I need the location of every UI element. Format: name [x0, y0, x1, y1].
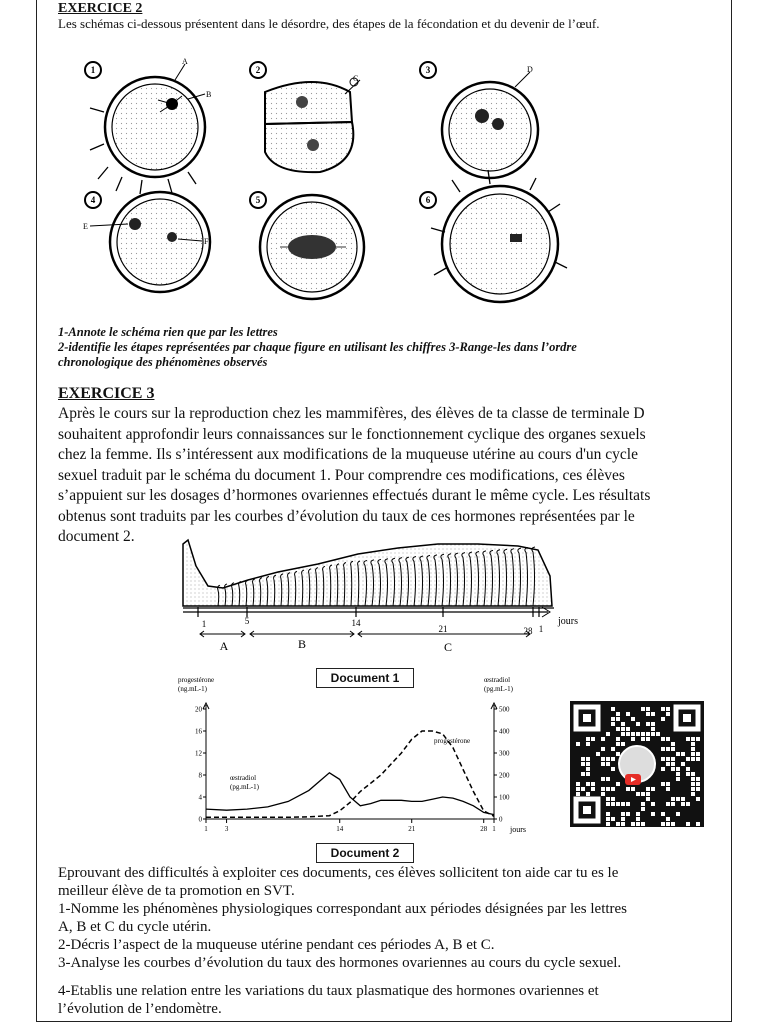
qr-module	[641, 737, 645, 741]
qr-module	[681, 762, 685, 766]
right-axis-label: œstradiol	[484, 677, 511, 684]
qr-module	[601, 792, 605, 796]
qr-module	[641, 807, 645, 811]
qr-module	[586, 792, 590, 796]
qr-module	[676, 752, 680, 756]
x-axis-label: jours	[510, 825, 526, 834]
qr-module	[666, 762, 670, 766]
question-2: 2-Décris l’aspect de la muqueuse utérine pendant ces périodes A, B et C.	[58, 937, 495, 953]
right-rule	[731, 0, 732, 1022]
qr-module	[646, 732, 650, 736]
qr-module	[661, 822, 665, 826]
qr-module	[591, 737, 595, 741]
qr-module	[696, 752, 700, 756]
right-tick-label: 300	[499, 749, 510, 758]
qr-module	[616, 822, 620, 826]
question-1-cont: A, B et C du cycle utérin.	[58, 919, 212, 935]
qr-module	[666, 817, 670, 821]
figure-number: 4	[90, 195, 96, 205]
chart-axes	[203, 703, 497, 823]
qr-module	[586, 762, 590, 766]
qr-module	[621, 742, 625, 746]
qr-module	[616, 727, 620, 731]
ex2-question-2: 2-identifie les étapes représentées par chaque figure en utilisant les chiffres 3-Range-les dans l’ordre	[58, 340, 577, 354]
qr-module	[646, 787, 650, 791]
left-tick-label: 8	[198, 771, 202, 780]
qr-module	[646, 792, 650, 796]
figure-number: 1	[90, 65, 96, 75]
document2-chart	[176, 677, 546, 843]
qr-module	[606, 812, 610, 816]
qr-module	[576, 787, 580, 791]
figure-number: 5	[255, 195, 261, 205]
qr-module	[651, 727, 655, 731]
qr-module	[671, 762, 675, 766]
qr-module	[616, 752, 620, 756]
exercise3-paragraph	[58, 404, 726, 548]
qr-module	[616, 737, 620, 741]
letter-e: E	[83, 222, 88, 231]
paragraph-line: obtenus sont traduits par les courbes d’évolution du taux de ces hormones représentées par le	[58, 507, 635, 525]
qr-module	[666, 802, 670, 806]
qr-module	[651, 812, 655, 816]
qr-module	[611, 767, 615, 771]
qr-module	[681, 752, 685, 756]
qr-module	[671, 757, 675, 761]
qr-module	[696, 787, 700, 791]
qr-module	[666, 707, 670, 711]
period-b: B	[297, 637, 307, 651]
estradiol-series-unit: (pg.mL-1)	[230, 783, 259, 791]
qr-module	[671, 742, 675, 746]
qr-module	[676, 767, 680, 771]
qr-module	[636, 817, 640, 821]
qr-module	[621, 817, 625, 821]
uterine-mucosa	[183, 540, 552, 606]
doc1-tick: 14	[351, 618, 361, 628]
qr-module	[666, 757, 670, 761]
qr-module	[601, 757, 605, 761]
letter-f: F	[204, 237, 209, 246]
qr-module	[641, 792, 645, 796]
qr-module	[631, 737, 635, 741]
left-tick-label: 4	[198, 793, 202, 802]
qr-module	[691, 742, 695, 746]
doc1-tick: 1	[538, 624, 544, 634]
qr-module	[611, 722, 615, 726]
qr-module	[621, 822, 625, 826]
letter-b: B	[206, 90, 212, 99]
qr-module	[611, 802, 615, 806]
qr-code[interactable]	[570, 701, 704, 827]
qr-module	[691, 747, 695, 751]
paragraph-line: souhaitent approfondir leurs connaissances sur le fonctionnement cyclique des organes sexuels	[58, 425, 646, 443]
qr-module	[586, 782, 590, 786]
exercise3-title: EXERCICE 3	[58, 385, 155, 402]
qr-module	[666, 747, 670, 751]
period-a: A	[219, 639, 229, 653]
qr-module	[676, 812, 680, 816]
left-tick-label: 16	[195, 727, 202, 736]
document1-label: Document 1	[316, 668, 414, 688]
text-line: Eprouvant des difficultés à exploiter ces documents, ces élèves sollicitent ton aide car tu es le	[58, 865, 619, 881]
qr-module	[646, 712, 650, 716]
qr-module	[681, 797, 685, 801]
doc1-tick: 28	[523, 626, 533, 636]
document1-figure	[178, 536, 598, 658]
qr-module	[636, 732, 640, 736]
qr-module	[691, 737, 695, 741]
question-4: 4-Etablis une relation entre les variations du taux plasmatique des hormones ovariennes et	[58, 983, 599, 999]
x-tick-label: 28	[480, 825, 488, 833]
qr-module	[641, 802, 645, 806]
qr-module	[676, 772, 680, 776]
qr-module	[696, 737, 700, 741]
qr-module	[606, 777, 610, 781]
paragraph-line: chez la femme. Ils s’intéressent aux modifications de la muqueuse utérine au cours d'un cycle	[58, 446, 638, 463]
figure-number: 2	[255, 65, 261, 75]
qr-module	[656, 732, 660, 736]
right-tick-label: 100	[499, 793, 510, 802]
qr-module	[611, 757, 615, 761]
qr-module	[621, 727, 625, 731]
qr-module	[661, 767, 665, 771]
document2-label: Document 2	[316, 843, 414, 863]
qr-module	[581, 787, 585, 791]
qr-module	[666, 712, 670, 716]
qr-module	[686, 772, 690, 776]
qr-module	[621, 722, 625, 726]
qr-module	[636, 822, 640, 826]
x-tick-label: 1	[492, 825, 496, 833]
qr-module	[611, 717, 615, 721]
qr-module	[596, 752, 600, 756]
qr-module	[691, 792, 695, 796]
doc1-axis-label: jours	[558, 616, 578, 627]
qr-module	[576, 792, 580, 796]
qr-module	[616, 717, 620, 721]
left-axis-unit: (ng.mL-1)	[178, 685, 207, 693]
qr-module	[606, 822, 610, 826]
qr-module	[621, 802, 625, 806]
right-tick-label: 200	[499, 771, 510, 780]
right-tick-label: 400	[499, 727, 510, 736]
doc1-tick: 5	[244, 616, 250, 626]
qr-module	[631, 717, 635, 721]
qr-module	[686, 822, 690, 826]
qr-module	[686, 757, 690, 761]
qr-module	[621, 732, 625, 736]
qr-module	[606, 762, 610, 766]
qr-module	[646, 707, 650, 711]
qr-module	[646, 737, 650, 741]
question-3: 3-Analyse les courbes d’évolution du taux des hormones ovariennes au cours du cycle sexuel.	[58, 955, 622, 971]
qr-module	[601, 762, 605, 766]
qr-module	[676, 797, 680, 801]
qr-module	[696, 822, 700, 826]
schema-2	[250, 62, 360, 172]
qr-module	[681, 802, 685, 806]
qr-module	[646, 722, 650, 726]
qr-module	[661, 737, 665, 741]
qr-module	[696, 757, 700, 761]
qr-module	[686, 802, 690, 806]
left-axis-label: progestérone	[178, 677, 215, 684]
question-4-cont: l’évolution de l’endomètre.	[58, 1001, 222, 1017]
qr-module	[576, 742, 580, 746]
qr-module	[691, 757, 695, 761]
qr-module	[576, 782, 580, 786]
qr-module	[636, 792, 640, 796]
qr-module	[586, 757, 590, 761]
qr-module	[661, 757, 665, 761]
qr-module	[636, 722, 640, 726]
schema-3	[420, 62, 538, 178]
paragraph-line: sexuel traduit par le schéma du document 1. Pour comprendre ces modifications, ces élèves	[58, 466, 625, 484]
qr-module	[641, 732, 645, 736]
qr-module	[581, 762, 585, 766]
doc1-tick: 1	[201, 619, 207, 629]
qr-module	[601, 777, 605, 781]
letter-d: D	[527, 65, 533, 74]
qr-module	[611, 747, 615, 751]
x-tick-label: 21	[408, 825, 416, 833]
qr-module	[691, 772, 695, 776]
schema-6	[420, 170, 567, 302]
qr-module	[661, 717, 665, 721]
ex2-question-1: 1-Annote le schéma rien que par les lettres	[58, 325, 278, 339]
exercise3-questions	[58, 864, 726, 1018]
qr-module	[586, 742, 590, 746]
qr-module	[606, 802, 610, 806]
qr-module	[611, 797, 615, 801]
qr-module	[626, 802, 630, 806]
qr-module	[606, 797, 610, 801]
schema-5	[250, 192, 364, 299]
x-tick-label: 1	[204, 825, 208, 833]
qr-module	[581, 757, 585, 761]
qr-module	[666, 782, 670, 786]
qr-module	[611, 787, 615, 791]
qr-module	[626, 712, 630, 716]
qr-module	[606, 732, 610, 736]
qr-module	[626, 787, 630, 791]
qr-module	[631, 787, 635, 791]
qr-module	[636, 812, 640, 816]
qr-module	[631, 732, 635, 736]
qr-module	[616, 742, 620, 746]
left-rule	[36, 0, 37, 1022]
schema-1	[85, 62, 205, 194]
period-c: C	[443, 640, 453, 654]
qr-module	[686, 767, 690, 771]
figure-number: 3	[425, 65, 431, 75]
qr-module	[651, 802, 655, 806]
fertilization-schemas	[60, 52, 580, 332]
x-tick-label: 3	[224, 825, 229, 833]
qr-module	[696, 777, 700, 781]
qr-module	[621, 812, 625, 816]
qr-module	[616, 782, 620, 786]
qr-module	[606, 757, 610, 761]
question-1: 1-Nomme les phénomènes physiologiques correspondant aux périodes désignées par les lettres	[58, 901, 628, 917]
qr-module	[671, 767, 675, 771]
paragraph-line: Après le cours sur la reproduction chez les mammifères, des élèves de ta classe de terminale D	[58, 405, 645, 422]
exercise2-intro: Les schémas ci-dessous présentent dans le désordre, des étapes de la fécondation et du devenir de l’œuf.	[58, 16, 600, 31]
progesterone-series-label: progestérone	[434, 737, 471, 745]
qr-module	[696, 782, 700, 786]
letter-c: C	[353, 74, 359, 83]
left-tick-label: 20	[195, 705, 202, 714]
qr-module	[666, 787, 670, 791]
right-axis-unit: (pg.mL-1)	[484, 685, 513, 693]
qr-module	[651, 712, 655, 716]
figure-number: 6	[425, 195, 431, 205]
qr-module	[691, 752, 695, 756]
qr-module	[616, 802, 620, 806]
qr-module	[601, 747, 605, 751]
qr-module	[676, 777, 680, 781]
left-tick-label: 0	[198, 815, 202, 824]
qr-module	[666, 822, 670, 826]
qr-module	[691, 777, 695, 781]
qr-module	[591, 782, 595, 786]
paragraph-line: document 2.	[58, 528, 135, 545]
ex2-question-3: chronologique des phénomènes observés	[58, 355, 268, 369]
right-tick-label: 500	[499, 705, 510, 714]
qr-module	[671, 822, 675, 826]
schema-4	[85, 192, 210, 292]
text-line: meilleur élève de ta promotion en SVT.	[58, 883, 295, 899]
doc1-tick: 21	[438, 624, 448, 634]
estradiol-series-label: œstradiol	[230, 774, 257, 782]
qr-module	[611, 817, 615, 821]
letter-a: A	[182, 57, 188, 66]
qr-module	[641, 707, 645, 711]
qr-module	[651, 722, 655, 726]
qr-module	[581, 772, 585, 776]
qr-module	[626, 812, 630, 816]
qr-module	[686, 737, 690, 741]
qr-module	[601, 787, 605, 791]
left-tick-label: 12	[195, 749, 202, 758]
qr-module	[661, 812, 665, 816]
qr-module	[586, 737, 590, 741]
qr-module	[651, 732, 655, 736]
qr-module	[651, 787, 655, 791]
qr-module	[691, 787, 695, 791]
qr-module	[641, 822, 645, 826]
qr-module	[586, 767, 590, 771]
exercise2-title: EXERCICE 2	[58, 1, 143, 16]
qr-module	[666, 737, 670, 741]
paragraph-line: s’appuient sur les dosages d’hormones ovariennes effectués durant le même cycle. Les résultats	[58, 487, 651, 504]
qr-module	[601, 737, 605, 741]
right-tick-label: 0	[499, 815, 503, 824]
qr-module	[626, 732, 630, 736]
qr-module	[616, 712, 620, 716]
qr-module	[661, 707, 665, 711]
qr-module	[696, 797, 700, 801]
qr-module	[586, 772, 590, 776]
qr-module	[661, 747, 665, 751]
qr-module	[626, 727, 630, 731]
qr-module	[591, 787, 595, 791]
qr-module	[606, 787, 610, 791]
qr-module	[646, 797, 650, 801]
qr-module	[606, 817, 610, 821]
qr-module	[671, 797, 675, 801]
qr-module	[631, 822, 635, 826]
x-tick-label: 14	[336, 825, 344, 833]
qr-module	[661, 782, 665, 786]
bottom-rule	[36, 1021, 732, 1022]
qr-module	[671, 747, 675, 751]
qr-module	[611, 707, 615, 711]
qr-module	[691, 782, 695, 786]
qr-module	[671, 802, 675, 806]
